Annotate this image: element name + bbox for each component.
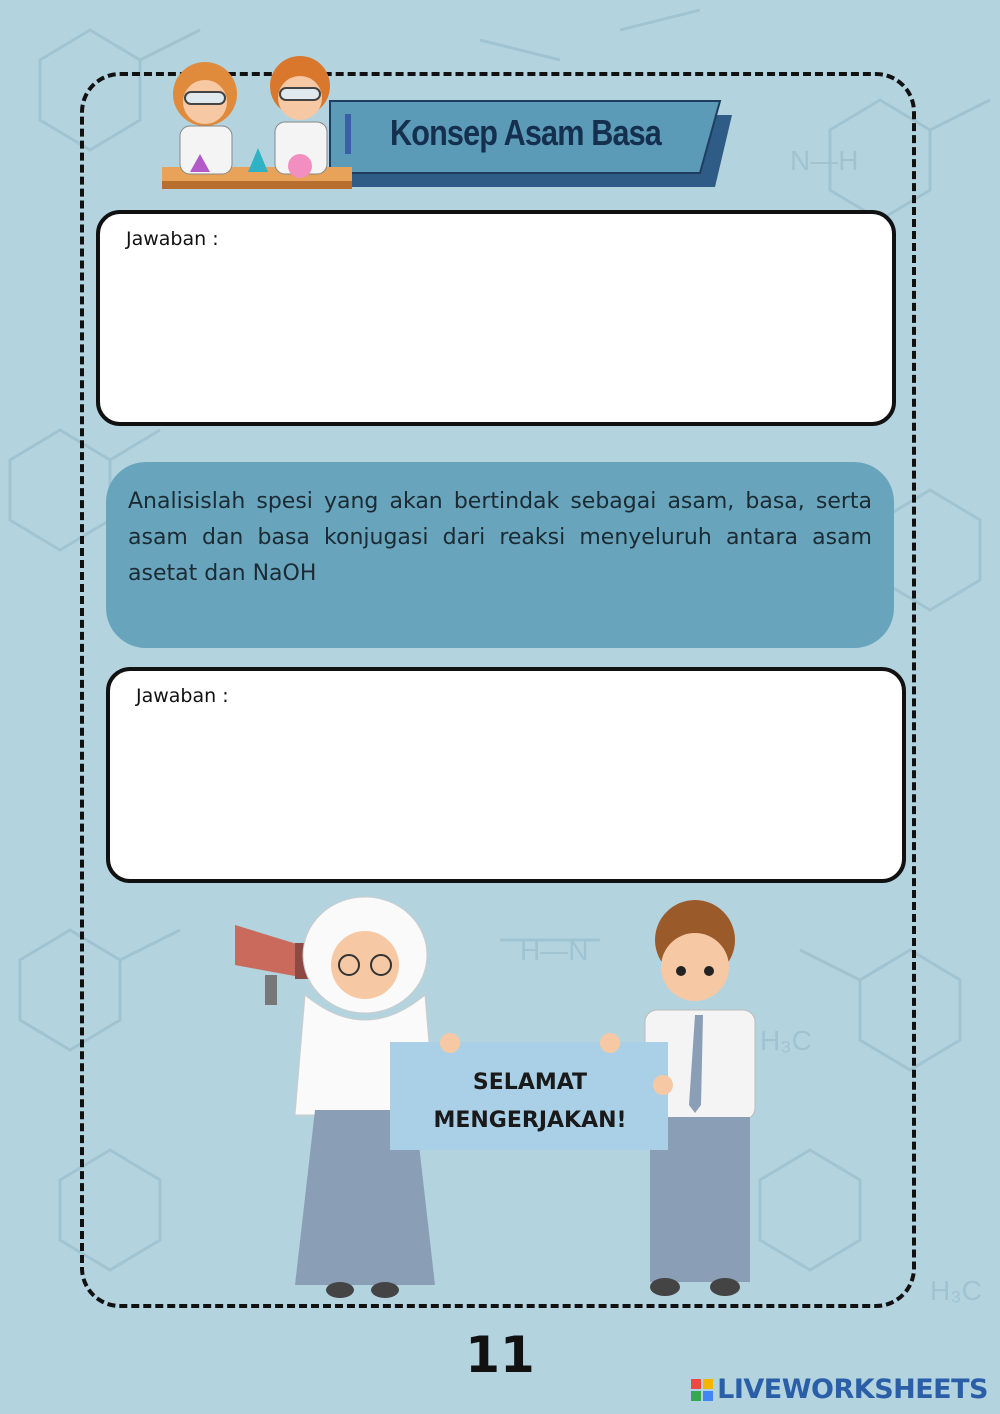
scientist-kids-illustration [160, 44, 360, 194]
svg-text:H—N: H—N [520, 935, 589, 966]
page-title: Konsep Asam Basa [390, 112, 661, 153]
answer-box-1[interactable] [96, 210, 896, 426]
sign-text: SELAMAT MENGERJAKAN! [433, 1070, 627, 1133]
svg-text:N—H: N—H [790, 145, 859, 176]
page-number: 11 [465, 1326, 535, 1384]
question-box [106, 462, 894, 648]
liveworksheets-logo-icon [691, 1379, 713, 1401]
answer-label: Jawaban : [126, 228, 219, 250]
answer-box-2[interactable] [106, 667, 906, 883]
question-text: Analisislah spesi yang akan bertindak sebagai asam, basa, serta asam dan basa konjugasi dari reaksi menyeluruh antara asam asetat dan NaOH [128, 489, 872, 586]
svg-text:H₃C: H₃C [760, 1025, 812, 1056]
svg-text:H₃C: H₃C [930, 1275, 982, 1306]
brand-name: LIVEWORKSHEETS [717, 1374, 988, 1405]
answer-label: Jawaban : [136, 685, 229, 707]
liveworksheets-brand[interactable] [691, 1374, 988, 1405]
